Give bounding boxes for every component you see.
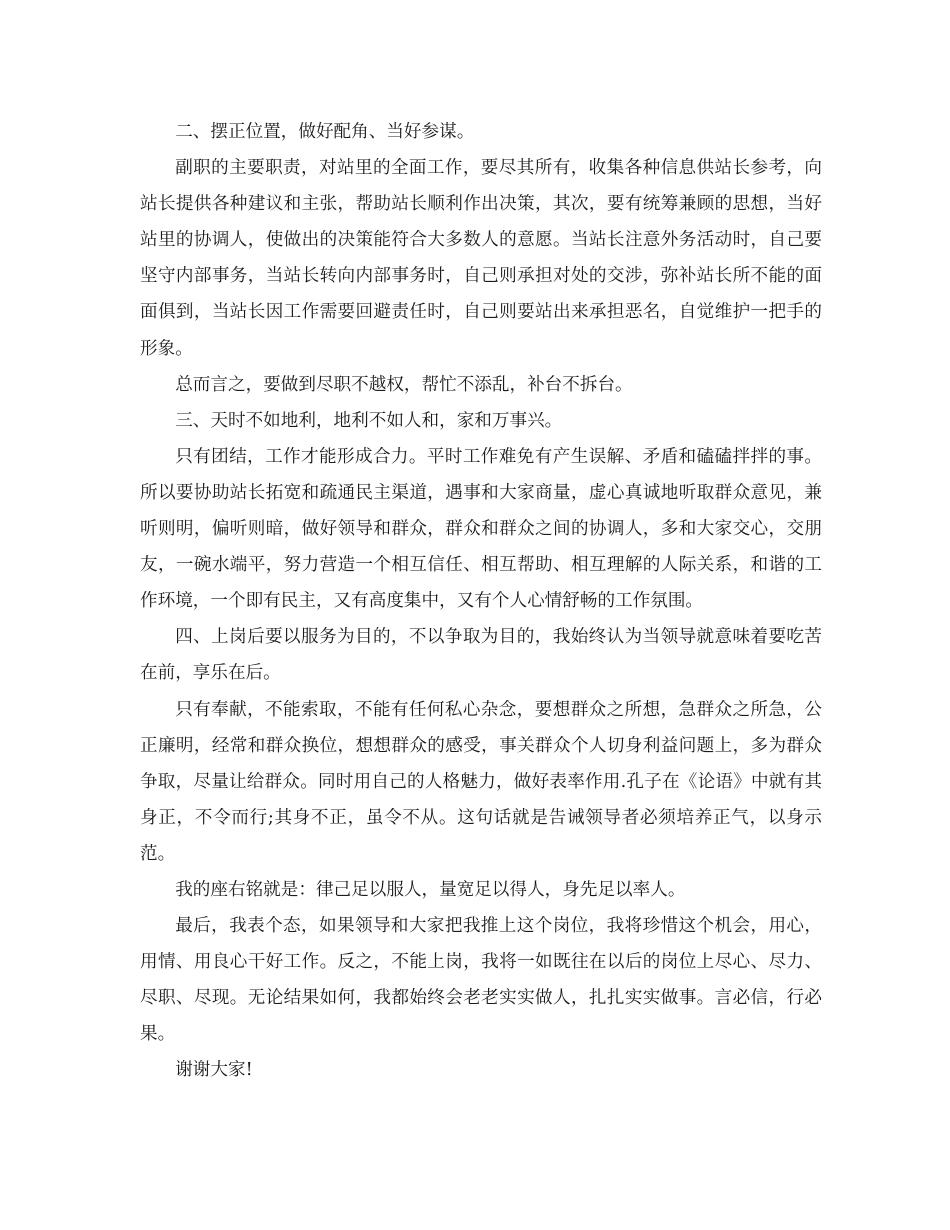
paragraph-motto: 我的座右铭就是：律己足以服人，量宽足以得人，身先足以率人。 (175, 879, 686, 900)
paragraph-dedication: 只有奉献，不能索取，不能有任何私心杂念，要想群众之所想，急群众之所急，公正廉明，经常和群众换位，想想群众的感受，事关群众个人切身利益问题上，多为群众争取，尽量让给群众。同时用自己的人格魅力，做好表率作用.孔子在《论语》中就有其身正，不令而行;其身不正，虽令不从。这句话就是告诫领导者必须培养正气，以身示范。 (140, 699, 822, 864)
paragraph-deputy-duties: 副职的主要职责，对站里的全面工作，要尽其所有，收集各种信息供站长参考，向站长提供各种建议和主张，帮助站长顺利作出决策，其次，要有统筹兼顾的思想，当好站里的协调人，使做出的决策能符合大多数人的意愿。当站长注意外务活动时，自己要坚守内部事务，当站长转向内部事务时，自己则承担对处的交涉，弥补站长所不能的面面俱到，当站长因工作需要回避责任时，自己则要站出来承担恶名，自觉维护一把手的形象。 (140, 158, 822, 359)
paragraph-summary: 总而言之，要做到尽职不越权，帮忙不添乱，补台不拆台。 (175, 374, 633, 395)
paragraph-unity: 只有团结，工作才能形成合力。平时工作难免有产生误解、矛盾和磕磕拌拌的事。所以要协助站长拓宽和疏通民主渠道，遇事和大家商量，虚心真诚地听取群众意见，兼听则明，偏听则暗，做好领导和群众，群众和群众之间的协调人，多和大家交心，交朋友，一碗水端平，努力营造一个相互信任、相互帮助、相互理解的人际关系，和谐的工作环境，一个即有民主，又有高度集中，又有个人心情舒畅的工作氛围。 (140, 446, 822, 612)
paragraph-thanks: 谢谢大家! (175, 1060, 253, 1081)
document-body (140, 114, 822, 1089)
section-heading-3: 三、天时不如地利，地利不如人和，家和万事兴。 (175, 410, 563, 431)
paragraph-closing-statement: 最后，我表个态，如果领导和大家把我推上这个岗位，我将珍惜这个机会，用心，用情、用良心干好工作。反之，不能上岗，我将一如既往在以后的岗位上尽心、尽力、尽职、尽现。无论结果如何，我都始终会老老实实做人，扎扎实实做事。言必信，行必果。 (140, 916, 822, 1045)
section-heading-4: 四、上岗后要以服务为目的，不以争取为目的，我始终认为当领导就意味着要吃苦在前，享乐在后。 (140, 627, 822, 684)
section-heading-2: 二、摆正位置，做好配角、当好参谋。 (175, 122, 475, 142)
